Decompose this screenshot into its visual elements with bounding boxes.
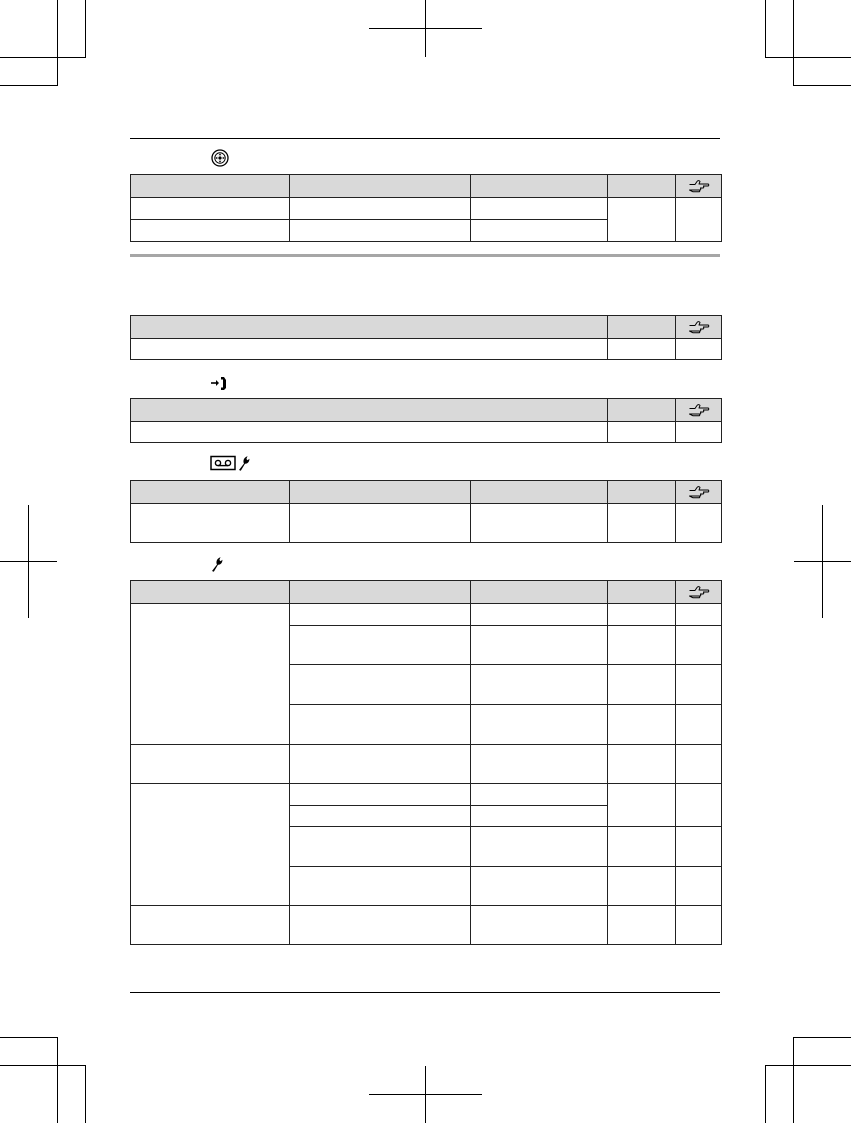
table-cell	[131, 604, 290, 745]
table-cell	[676, 481, 722, 504]
table-cell	[290, 581, 471, 604]
table-cell	[676, 604, 722, 626]
pointing-hand-icon	[676, 585, 721, 599]
table-cell	[471, 626, 608, 665]
table-cell	[608, 481, 676, 504]
table-cell	[676, 316, 722, 339]
table-cell	[131, 745, 290, 784]
pointing-hand-icon	[676, 403, 721, 417]
table-row	[131, 906, 722, 945]
table-cell	[471, 784, 608, 806]
table-cell	[290, 481, 471, 504]
table-cell	[290, 906, 471, 945]
intercom-table	[130, 398, 722, 443]
table-header-row	[131, 316, 722, 339]
initial-settings-table	[130, 580, 722, 945]
table-cell	[131, 906, 290, 945]
table-cell	[608, 422, 676, 443]
header-cell	[290, 175, 471, 198]
table-cell	[676, 827, 722, 867]
table-cell	[608, 665, 676, 705]
table-cell	[131, 220, 290, 242]
header-rule	[130, 138, 720, 139]
table-cell	[676, 626, 722, 665]
footer-rule	[130, 992, 720, 993]
table-cell	[290, 806, 471, 827]
table-cell	[608, 745, 676, 784]
table-cell	[608, 827, 676, 867]
table-cell	[676, 581, 722, 604]
header-cell	[471, 175, 608, 198]
tape-wrench-icon	[210, 455, 250, 476]
table-row	[131, 198, 722, 220]
table-row	[131, 339, 722, 360]
table-cell	[131, 316, 608, 339]
table-cell	[131, 784, 290, 906]
section-divider	[130, 254, 720, 257]
table-cell	[608, 504, 676, 543]
table-cell	[131, 399, 608, 422]
table-cell	[608, 399, 676, 422]
table-cell	[131, 198, 290, 220]
table-header-row	[131, 581, 722, 604]
table-cell	[676, 504, 722, 543]
table-cell	[471, 665, 608, 705]
table-row	[131, 784, 722, 806]
table-header-row	[131, 399, 722, 422]
table-cell	[608, 339, 676, 360]
pointing-hand-icon	[676, 179, 721, 193]
table-cell	[471, 481, 608, 504]
header-cell	[131, 175, 290, 198]
pointing-hand-icon	[676, 320, 721, 334]
dial-icon	[211, 149, 229, 172]
table-cell	[471, 604, 608, 626]
table-cell	[290, 827, 471, 867]
table-cell	[131, 581, 290, 604]
table-cell	[608, 581, 676, 604]
answering-system-table	[130, 480, 722, 543]
table-row	[131, 422, 722, 443]
table-cell	[471, 867, 608, 906]
table-cell	[608, 626, 676, 665]
table-cell	[471, 745, 608, 784]
table-cell	[676, 665, 722, 705]
header-cell	[608, 175, 676, 198]
table-cell	[676, 906, 722, 945]
table-cell	[676, 784, 722, 827]
table-cell	[608, 198, 676, 242]
pointing-hand-icon	[676, 485, 721, 499]
table-cell	[290, 504, 471, 543]
table-cell	[131, 481, 290, 504]
intercom-icon	[210, 375, 228, 396]
table-cell	[676, 422, 722, 443]
table-cell	[471, 906, 608, 945]
unlabeled-section-table	[130, 315, 722, 360]
wrench-icon	[211, 556, 225, 577]
table-cell	[676, 339, 722, 360]
remote-operation-table	[130, 174, 722, 242]
table-cell	[608, 906, 676, 945]
table-cell	[290, 867, 471, 906]
table-row	[131, 604, 722, 626]
header-cell-reference	[676, 175, 722, 198]
table-header-row	[131, 481, 722, 504]
table-row	[131, 745, 722, 784]
table-row	[131, 504, 722, 543]
table-cell	[608, 705, 676, 745]
table-cell	[471, 220, 608, 242]
table-cell	[290, 604, 471, 626]
table-cell	[290, 665, 471, 705]
table-cell	[471, 827, 608, 867]
table-cell	[290, 626, 471, 665]
table-cell	[471, 806, 608, 827]
table-cell	[608, 784, 676, 827]
table-cell	[676, 745, 722, 784]
table-header-row	[131, 175, 722, 198]
table-cell	[131, 339, 608, 360]
table-cell	[676, 198, 722, 242]
table-cell	[471, 504, 608, 543]
table-cell	[290, 784, 471, 806]
table-cell	[676, 705, 722, 745]
table-cell	[131, 422, 608, 443]
table-cell	[131, 504, 290, 543]
table-cell	[290, 705, 471, 745]
table-cell	[471, 705, 608, 745]
table-cell	[608, 867, 676, 906]
table-cell	[608, 316, 676, 339]
table-cell	[608, 604, 676, 626]
table-cell	[471, 198, 608, 220]
table-cell	[471, 581, 608, 604]
table-cell	[290, 198, 471, 220]
table-cell	[676, 399, 722, 422]
table-cell	[290, 220, 471, 242]
table-cell	[290, 745, 471, 784]
table-cell	[676, 867, 722, 906]
